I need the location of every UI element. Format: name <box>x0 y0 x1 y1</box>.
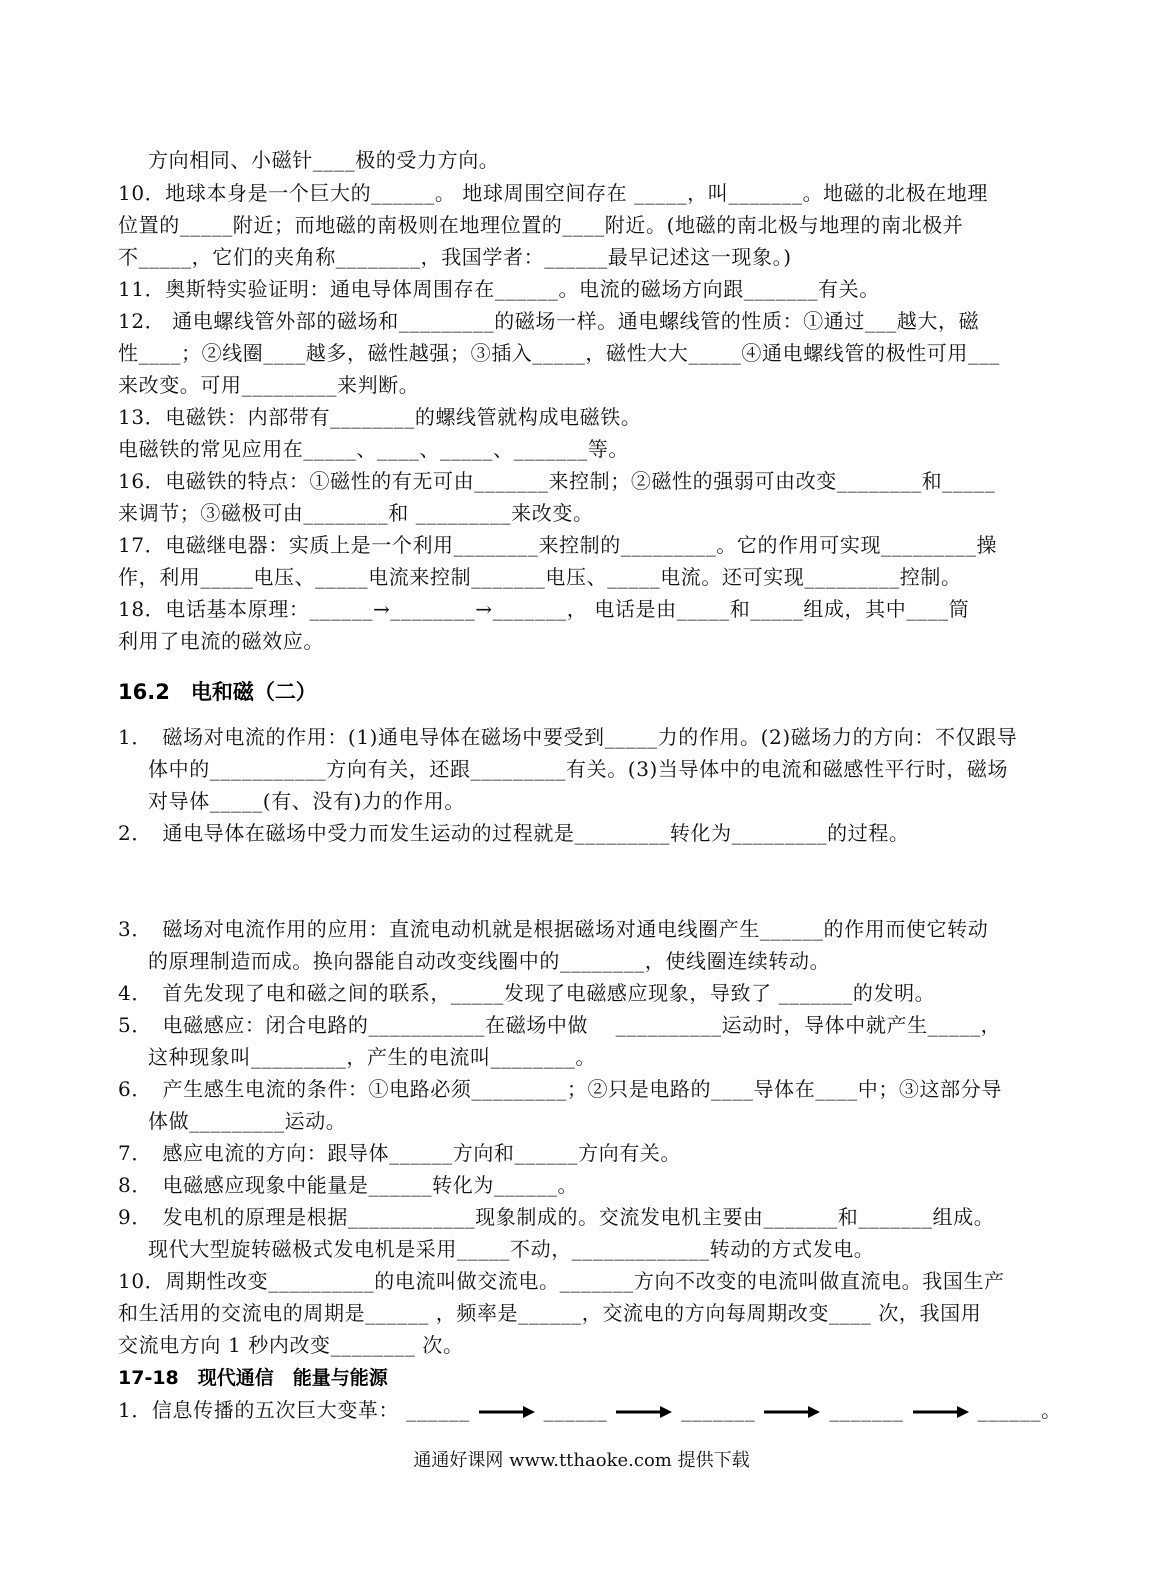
text-line: 来调节；③磁极可由________和 _________来改变。 <box>118 501 594 525</box>
text-line: 利用了电流的磁效应。 <box>118 629 324 653</box>
text-line: 位置的_____附近；而地磁的南极则在地理位置的____附近。(地磁的南北极与地理的南北极并 <box>118 213 964 237</box>
text-line: 11．奥斯特实验证明：通电导体周围存在______。电流的磁场方向跟_______有关。 <box>118 277 880 301</box>
section-heading: 17-18 现代通信 能量与能源 <box>118 1367 388 1389</box>
text-line: 9． 发电机的原理是根据____________现象制成的。交流发电机主要由_______和_______组成。 <box>118 1205 995 1229</box>
page-footer: 通通好课网 www.tthaoke.com 提供下载 <box>413 1450 750 1471</box>
text-line: 和生活用的交流电的周期是______ ，频率是______，交流电的方向每周期改变____ 次，我国用 <box>118 1301 982 1325</box>
text-line: 5． 电磁感应：闭合电路的___________在磁场中做 __________运动时，导体中就产生_____， <box>118 1013 1002 1037</box>
blank: ______ <box>543 1398 608 1422</box>
text-line: 的原理制造而成。换向器能自动改变线圈中的________，使线圈连续转动。 <box>148 949 831 973</box>
text-line: 这种现象叫_________，产生的电流叫________。 <box>148 1045 596 1069</box>
information-revolution-line <box>118 1394 1062 1426</box>
text-line: 17．电磁继电器：实质上是一个利用________来控制的_________。它的作用可实现_________操 <box>118 533 998 557</box>
section-heading: 16.2 电和磁（二） <box>118 680 317 704</box>
text-line: 体做_________运动。 <box>148 1109 347 1133</box>
text-line: 10．周期性改变__________的电流叫做交流电。_______方向不改变的电流叫做直流电。我国生产 <box>118 1269 1005 1293</box>
text-line: 方向相同、小磁针____极的受力方向。 <box>148 148 500 172</box>
text-line: 8． 电磁感应现象中能量是______转化为______。 <box>118 1173 579 1197</box>
blank: ______ <box>977 1398 1042 1422</box>
text-line: 6． 产生感生电流的条件：①电路必须_________；②只是电路的____导体在____中；③这部分导 <box>118 1077 1002 1101</box>
text-line: 对导体_____(有、没有)力的作用。 <box>148 789 466 813</box>
blank: _______ <box>829 1398 904 1422</box>
text-line: 13．电磁铁：内部带有________的螺线管就构成电磁铁。 <box>118 405 642 429</box>
text-line: 电磁铁的常见应用在_____、____、_____、_______等。 <box>118 437 629 461</box>
blank: ______ <box>406 1398 470 1422</box>
text-line: 作，利用_____电压、_____电流来控制_______电压、_____电流。还可实现_________控制。 <box>118 565 962 589</box>
text-line: 2． 通电导体在磁场中受力而发生运动的过程就是_________转化为_________的过程。 <box>118 821 910 845</box>
right-arrow-icon <box>762 1404 822 1420</box>
text-line: 性____；②线圈____越多，磁性越强；③插入_____，磁性大大_____④通电螺线管的极性可用___ <box>118 341 1000 365</box>
text-line: 18．电话基本原理：______→________→_______， 电话是由_____和_____组成，其中____筒 <box>118 597 970 621</box>
text-line: 7． 感应电流的方向：跟导体______方向和______方向有关。 <box>118 1141 682 1165</box>
text-line: 不_____，它们的夹角称________，我国学者：______最早记述这一现象。) <box>118 245 792 269</box>
text-line: 交流电方向 1 秒内改变________ 次。 <box>118 1333 464 1357</box>
line-prefix: 1．信息传播的五次巨大变革： <box>118 1398 400 1422</box>
text-line: 体中的___________方向有关，还跟_________有关。(3)当导体中的电流和磁感性平行时，磁场 <box>148 757 1009 781</box>
text-line: 16．电磁铁的特点：①磁性的有无可由_______来控制；②磁性的强弱可由改变________和_____ <box>118 469 996 493</box>
text-line: 来改变。可用_________来判断。 <box>118 373 420 397</box>
text-line: 10．地球本身是一个巨大的______。 地球周围空间存在 _____，叫_______。地磁的北极在地理 <box>118 181 988 205</box>
text-line: 现代大型旋转磁极式发电机是采用_____不动，_____________转动的方式发电。 <box>148 1237 875 1261</box>
text-line: 3． 磁场对电流作用的应用：直流电动机就是根据磁场对通电线圈产生______的作用而使它转动 <box>118 917 989 941</box>
right-arrow-icon <box>911 1404 971 1420</box>
text-line: 1． 磁场对电流的作用：(1)通电导体在磁场中要受到_____力的作用。(2)磁场力的方向：不仅跟导 <box>118 725 1018 749</box>
text-line: 4． 首先发现了电和磁之间的联系，_____发现了电磁感应现象，导致了 _______的发明。 <box>118 981 936 1005</box>
line-end: 。 <box>1041 1398 1062 1422</box>
blank: _______ <box>681 1398 756 1422</box>
right-arrow-icon <box>614 1404 674 1420</box>
right-arrow-icon <box>477 1404 537 1420</box>
text-line: 12． 通电螺线管外部的磁场和_________的磁场一样。通电螺线管的性质：①通过___越大，磁 <box>118 309 980 333</box>
